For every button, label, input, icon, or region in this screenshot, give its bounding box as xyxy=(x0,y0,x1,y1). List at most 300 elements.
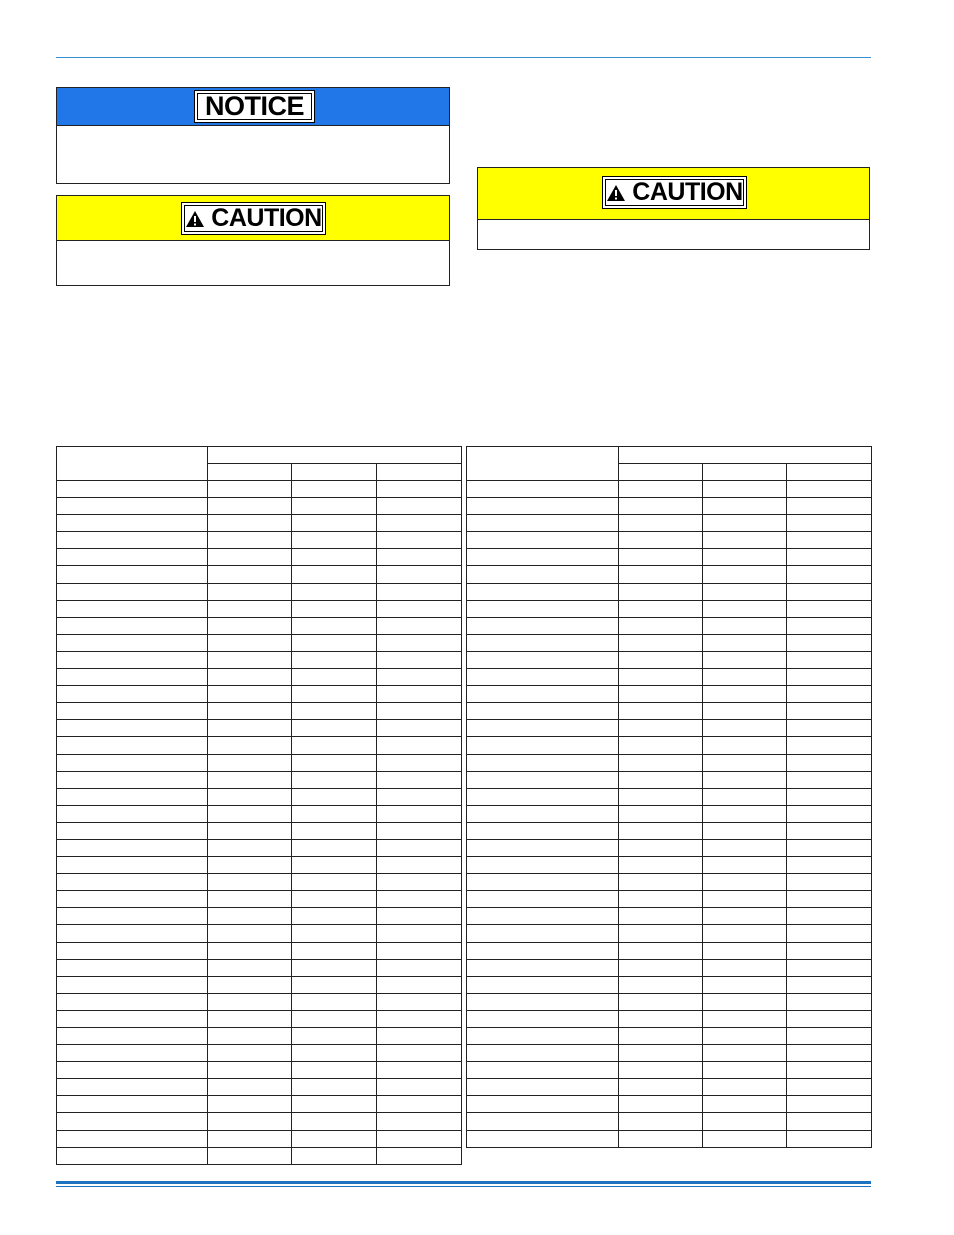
table-cell xyxy=(467,1096,619,1113)
table-cell xyxy=(787,1113,872,1130)
data-table-left xyxy=(56,446,462,1165)
table-cell xyxy=(467,669,619,686)
table-cell xyxy=(619,976,703,993)
table-cell xyxy=(292,1079,377,1096)
table-cell xyxy=(57,1147,208,1164)
table-cell xyxy=(619,805,703,822)
table-header-cell xyxy=(787,464,872,481)
table-cell xyxy=(703,1113,787,1130)
table-row xyxy=(467,1045,872,1062)
table-row xyxy=(57,1062,462,1079)
table-cell xyxy=(292,651,377,668)
table-cell xyxy=(703,754,787,771)
table-row xyxy=(57,874,462,891)
table-cell xyxy=(467,976,619,993)
table-cell xyxy=(467,1079,619,1096)
footer-rule xyxy=(56,1181,871,1184)
table-cell xyxy=(787,754,872,771)
table-cell xyxy=(703,1028,787,1045)
table-row xyxy=(57,481,462,498)
table-cell xyxy=(377,822,462,839)
table-cell xyxy=(787,1062,872,1079)
table-cell xyxy=(703,566,787,583)
caution-box-left xyxy=(56,195,450,286)
table-row xyxy=(57,1045,462,1062)
table-cell xyxy=(787,1130,872,1147)
table-cell xyxy=(787,703,872,720)
table-cell xyxy=(377,1010,462,1027)
table-cell xyxy=(208,686,292,703)
table-cell xyxy=(292,1147,377,1164)
table-cell xyxy=(467,993,619,1010)
caution-badge-left xyxy=(181,202,326,235)
table-cell xyxy=(57,1028,208,1045)
table-cell xyxy=(377,651,462,668)
table-cell xyxy=(57,822,208,839)
table-cell xyxy=(467,874,619,891)
table-cell xyxy=(292,1113,377,1130)
table-cell xyxy=(57,634,208,651)
table-cell xyxy=(292,754,377,771)
table-cell xyxy=(57,1113,208,1130)
table-cell xyxy=(467,566,619,583)
table-cell xyxy=(208,771,292,788)
table-cell xyxy=(787,532,872,549)
table-cell xyxy=(703,634,787,651)
table-cell xyxy=(208,839,292,856)
table-cell xyxy=(787,942,872,959)
table-cell xyxy=(787,481,872,498)
table-cell xyxy=(619,669,703,686)
table-cell xyxy=(57,805,208,822)
table-cell xyxy=(619,908,703,925)
table-cell xyxy=(57,481,208,498)
table-cell xyxy=(377,600,462,617)
table-row xyxy=(467,976,872,993)
table-cell xyxy=(208,1113,292,1130)
table-cell xyxy=(467,549,619,566)
footer-rule-thin xyxy=(56,1186,871,1187)
table-cell xyxy=(57,1130,208,1147)
table-cell xyxy=(208,498,292,515)
table-cell xyxy=(292,669,377,686)
table-row xyxy=(57,532,462,549)
table-cell xyxy=(619,566,703,583)
table-row xyxy=(57,515,462,532)
table-row xyxy=(57,566,462,583)
table-cell xyxy=(377,634,462,651)
table-cell xyxy=(57,617,208,634)
table-cell xyxy=(208,669,292,686)
table-cell xyxy=(619,481,703,498)
table-cell xyxy=(619,532,703,549)
table-cell xyxy=(292,686,377,703)
table-cell xyxy=(208,549,292,566)
table-cell xyxy=(292,908,377,925)
table-row xyxy=(467,1079,872,1096)
table-row xyxy=(467,754,872,771)
table-cell xyxy=(292,874,377,891)
table-cell xyxy=(377,532,462,549)
table-cell xyxy=(787,1045,872,1062)
table-cell xyxy=(619,583,703,600)
table-cell xyxy=(57,874,208,891)
table-row xyxy=(57,822,462,839)
table-cell xyxy=(377,908,462,925)
table-cell xyxy=(787,600,872,617)
table-cell xyxy=(377,686,462,703)
table-cell xyxy=(619,703,703,720)
table-cell xyxy=(703,1079,787,1096)
table-cell xyxy=(208,1045,292,1062)
table-cell xyxy=(619,617,703,634)
table-cell xyxy=(787,1010,872,1027)
table-cell xyxy=(57,651,208,668)
table-cell xyxy=(467,754,619,771)
table-cell xyxy=(208,891,292,908)
table-row xyxy=(467,993,872,1010)
table-cell xyxy=(703,891,787,908)
table-cell xyxy=(208,737,292,754)
table-cell xyxy=(467,481,619,498)
table-cell xyxy=(703,788,787,805)
table-cell xyxy=(208,651,292,668)
table-header-cell xyxy=(292,464,377,481)
table-cell xyxy=(787,857,872,874)
table-cell xyxy=(619,498,703,515)
table-cell xyxy=(703,993,787,1010)
table-cell xyxy=(787,908,872,925)
table-cell xyxy=(377,1113,462,1130)
table-cell xyxy=(292,1010,377,1027)
table-cell xyxy=(292,1028,377,1045)
table-row xyxy=(467,686,872,703)
table-cell xyxy=(787,1028,872,1045)
table-cell xyxy=(57,771,208,788)
table-cell xyxy=(57,600,208,617)
table-cell xyxy=(377,959,462,976)
table-cell xyxy=(57,839,208,856)
table-cell xyxy=(619,754,703,771)
table-row xyxy=(467,925,872,942)
table-cell xyxy=(208,634,292,651)
table-cell xyxy=(208,976,292,993)
table-cell xyxy=(57,515,208,532)
table-cell xyxy=(208,1010,292,1027)
table-header-cell xyxy=(208,464,292,481)
table-cell xyxy=(377,1147,462,1164)
table-cell xyxy=(619,515,703,532)
table-row xyxy=(467,874,872,891)
table-row xyxy=(57,498,462,515)
table-row xyxy=(57,993,462,1010)
table-row xyxy=(57,1028,462,1045)
table-cell xyxy=(787,891,872,908)
table-row xyxy=(57,1113,462,1130)
table-cell xyxy=(57,1096,208,1113)
table-row xyxy=(57,549,462,566)
table-cell xyxy=(703,874,787,891)
table-cell xyxy=(57,498,208,515)
table-row xyxy=(57,583,462,600)
table-cell xyxy=(619,874,703,891)
table-cell xyxy=(208,1079,292,1096)
table-cell xyxy=(703,925,787,942)
table-cell xyxy=(787,1079,872,1096)
table-cell xyxy=(57,993,208,1010)
table-cell xyxy=(208,600,292,617)
table-header-row xyxy=(57,447,462,464)
table-row xyxy=(467,1028,872,1045)
table-row xyxy=(467,651,872,668)
table-row xyxy=(467,1096,872,1113)
table-row xyxy=(467,1010,872,1027)
table-cell xyxy=(619,720,703,737)
table-cell xyxy=(377,891,462,908)
table-cell xyxy=(787,925,872,942)
table-cell xyxy=(619,993,703,1010)
table-row xyxy=(57,908,462,925)
table-row xyxy=(57,1147,462,1164)
table-cell xyxy=(619,857,703,874)
table-cell xyxy=(292,891,377,908)
table-cell xyxy=(703,481,787,498)
table-cell xyxy=(467,515,619,532)
table-cell xyxy=(377,839,462,856)
table-cell xyxy=(292,857,377,874)
table-cell xyxy=(467,1045,619,1062)
table-cell xyxy=(292,788,377,805)
table-row xyxy=(467,532,872,549)
table-cell xyxy=(292,993,377,1010)
table-cell xyxy=(292,634,377,651)
table-row xyxy=(57,737,462,754)
table-row xyxy=(467,703,872,720)
table-cell xyxy=(703,942,787,959)
table-cell xyxy=(57,891,208,908)
table-cell xyxy=(377,481,462,498)
table-cell xyxy=(467,737,619,754)
table-cell xyxy=(292,771,377,788)
table-row xyxy=(467,1113,872,1130)
table-cell xyxy=(57,959,208,976)
table-cell xyxy=(377,498,462,515)
table-cell xyxy=(208,481,292,498)
table-cell xyxy=(619,1096,703,1113)
table-cell xyxy=(57,857,208,874)
table-cell xyxy=(57,1079,208,1096)
table-cell xyxy=(787,686,872,703)
table-cell xyxy=(57,720,208,737)
header-rule xyxy=(56,57,871,58)
table-cell xyxy=(208,822,292,839)
notice-badge xyxy=(194,90,315,123)
table-cell xyxy=(703,515,787,532)
table-cell xyxy=(703,617,787,634)
table-cell xyxy=(57,583,208,600)
table-cell xyxy=(703,1010,787,1027)
table-header-cell xyxy=(467,447,619,481)
table-cell xyxy=(787,1096,872,1113)
table-cell xyxy=(467,1010,619,1027)
table-row xyxy=(57,891,462,908)
table-cell xyxy=(377,1062,462,1079)
caution-label-right: CAUTION xyxy=(632,178,743,206)
table-cell xyxy=(619,651,703,668)
table-cell xyxy=(377,857,462,874)
table-cell xyxy=(703,1130,787,1147)
table-cell xyxy=(292,549,377,566)
table-cell xyxy=(208,532,292,549)
table-cell xyxy=(208,566,292,583)
table-cell xyxy=(377,976,462,993)
table-cell xyxy=(377,754,462,771)
table-cell xyxy=(703,1062,787,1079)
table-header-row xyxy=(467,447,872,464)
table-row xyxy=(467,566,872,583)
table-row xyxy=(57,1096,462,1113)
table-row xyxy=(467,634,872,651)
table-cell xyxy=(292,703,377,720)
table-cell xyxy=(292,1130,377,1147)
caution-badge-right xyxy=(602,176,747,209)
table-cell xyxy=(377,771,462,788)
table-cell xyxy=(208,617,292,634)
table-cell xyxy=(787,634,872,651)
table-row xyxy=(467,805,872,822)
table-cell xyxy=(787,583,872,600)
table-cell xyxy=(467,703,619,720)
table-row xyxy=(57,857,462,874)
table-header-cell xyxy=(703,464,787,481)
table-cell xyxy=(787,737,872,754)
table-cell xyxy=(619,959,703,976)
table-cell xyxy=(377,703,462,720)
table-cell xyxy=(377,617,462,634)
table-cell xyxy=(703,857,787,874)
table-cell xyxy=(57,703,208,720)
table-row xyxy=(57,686,462,703)
table-row xyxy=(57,600,462,617)
table-cell xyxy=(787,515,872,532)
table-cell xyxy=(619,600,703,617)
table-cell xyxy=(703,686,787,703)
table-cell xyxy=(787,822,872,839)
table-cell xyxy=(467,498,619,515)
table-cell xyxy=(377,1130,462,1147)
table-cell xyxy=(703,669,787,686)
table-cell xyxy=(787,498,872,515)
table-cell xyxy=(292,737,377,754)
table-cell xyxy=(703,737,787,754)
table-cell xyxy=(787,651,872,668)
table-cell xyxy=(57,549,208,566)
table-cell xyxy=(292,600,377,617)
table-cell xyxy=(787,805,872,822)
table-row xyxy=(57,669,462,686)
table-row xyxy=(467,1130,872,1147)
table-row xyxy=(57,959,462,976)
table-cell xyxy=(467,805,619,822)
table-cell xyxy=(619,1010,703,1027)
table-row xyxy=(57,771,462,788)
table-cell xyxy=(292,1045,377,1062)
table-cell xyxy=(292,532,377,549)
table-cell xyxy=(208,908,292,925)
table-cell xyxy=(208,1062,292,1079)
table-cell xyxy=(467,634,619,651)
table-cell xyxy=(703,720,787,737)
table-cell xyxy=(619,737,703,754)
table-row xyxy=(467,549,872,566)
table-row xyxy=(467,908,872,925)
table-cell xyxy=(619,1130,703,1147)
table-cell xyxy=(57,566,208,583)
table-cell xyxy=(57,1045,208,1062)
table-cell xyxy=(619,549,703,566)
table-cell xyxy=(208,874,292,891)
table-cell xyxy=(377,942,462,959)
table-cell xyxy=(619,1113,703,1130)
table-cell xyxy=(208,1130,292,1147)
table-cell xyxy=(703,1045,787,1062)
table-cell xyxy=(292,976,377,993)
table-cell xyxy=(377,566,462,583)
table-cell xyxy=(292,805,377,822)
table-cell xyxy=(208,703,292,720)
table-cell xyxy=(787,771,872,788)
table-row xyxy=(57,720,462,737)
table-row xyxy=(467,771,872,788)
table-cell xyxy=(467,686,619,703)
table-cell xyxy=(619,925,703,942)
table-row xyxy=(57,754,462,771)
table-cell xyxy=(292,925,377,942)
table-cell xyxy=(703,839,787,856)
table-cell xyxy=(467,839,619,856)
table-row xyxy=(467,857,872,874)
table-cell xyxy=(57,737,208,754)
table-cell xyxy=(619,686,703,703)
table-row xyxy=(467,891,872,908)
table-cell xyxy=(57,669,208,686)
table-cell xyxy=(467,1130,619,1147)
table-row xyxy=(57,651,462,668)
table-cell xyxy=(292,498,377,515)
table-cell xyxy=(703,822,787,839)
table-cell xyxy=(467,925,619,942)
table-cell xyxy=(57,908,208,925)
table-row xyxy=(467,720,872,737)
table-cell xyxy=(467,771,619,788)
table-cell xyxy=(292,839,377,856)
notice-box xyxy=(56,87,450,184)
table-cell xyxy=(292,942,377,959)
table-cell xyxy=(467,959,619,976)
table-cell xyxy=(703,532,787,549)
table-cell xyxy=(787,566,872,583)
table-row xyxy=(57,1010,462,1027)
table-cell xyxy=(467,532,619,549)
table-cell xyxy=(57,532,208,549)
table-row xyxy=(467,498,872,515)
table-cell xyxy=(208,583,292,600)
table-row xyxy=(467,583,872,600)
table-cell xyxy=(292,515,377,532)
table-header-cell xyxy=(57,447,208,481)
table-cell xyxy=(292,481,377,498)
table-cell xyxy=(787,788,872,805)
